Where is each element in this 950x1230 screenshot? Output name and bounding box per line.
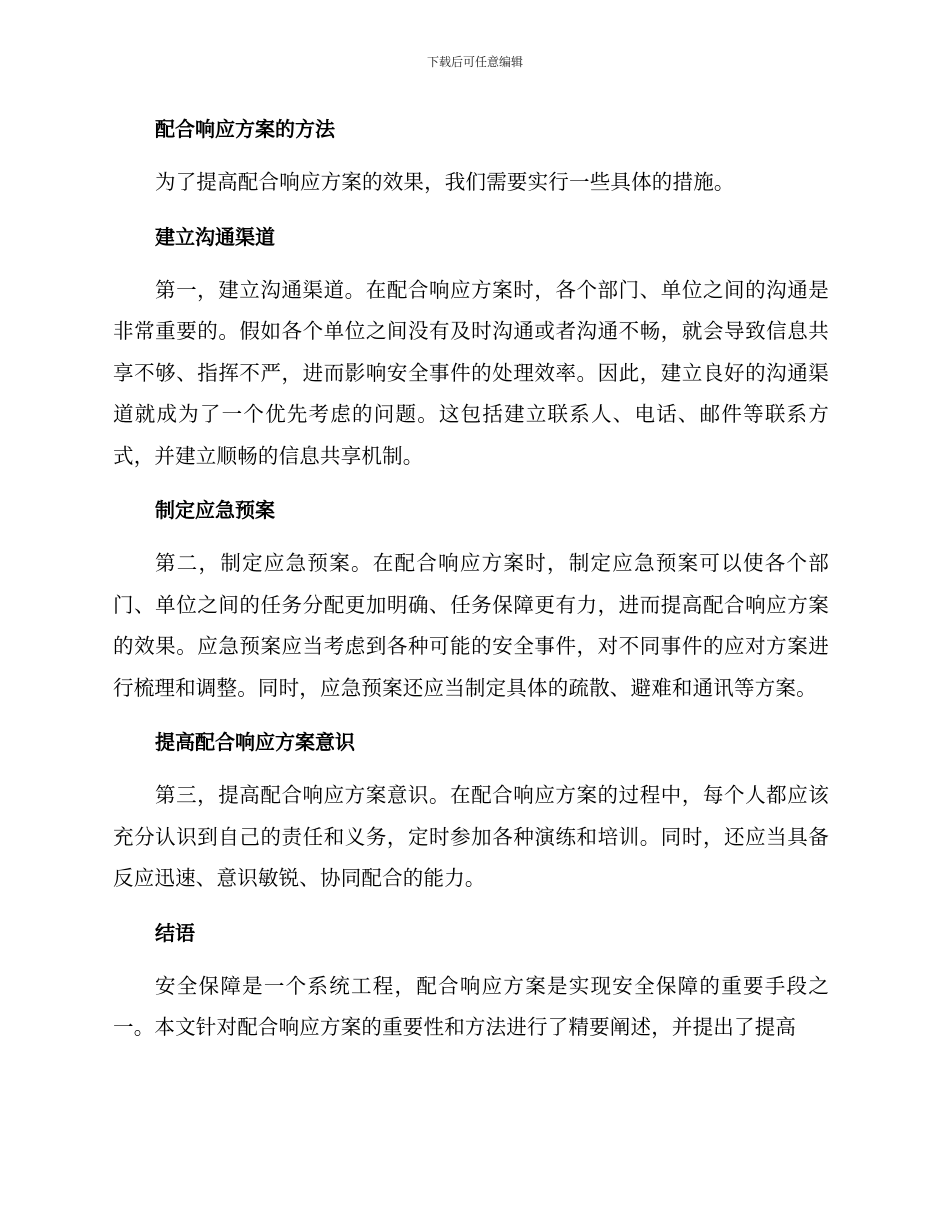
section-heading-methods: 配合响应方案的方法 [155,117,335,141]
section-heading-conclusion: 结语 [155,920,195,945]
section-heading-awareness: 提高配合响应方案意识 [155,730,355,754]
header-note: 下载后可任意编辑 [426,55,523,69]
section-paragraph-awareness: 第三，提高配合响应方案意识。在配合响应方案的过程中，每个人都应该充分认识到自己的责任和义务，定时参加各种演练和培训。同时，还应当具备反应迅速、意识敏锐、协同配合的能力。 [113,783,829,890]
section-heading-communication: 建立沟通渠道 [155,224,275,249]
section-paragraph-communication: 第一，建立沟通渠道。在配合响应方案时，各个部门、单位之间的沟通是非常重要的。假如各个单位之间没有及时沟通或者沟通不畅，就会导致信息共享不够、指挥不严，进而影响安全事件的处理效率。因此，建立良好的沟通渠道就成为了一个优先考虑的问题。这包括建立联系人、电话、邮件等联系方式，并建立顺畅的信息共享机制。 [113,277,829,468]
document-body [113,108,829,1061]
section-paragraph-methods: 为了提高配合响应方案的效果，我们需要实行一些具体的措施。 [155,170,735,194]
section-heading-emergency-plan: 制定应急预案 [155,498,275,522]
section-paragraph-emergency-plan: 第二，制定应急预案。在配合响应方案时，制定应急预案可以使各个部门、单位之间的任务分配更加明确、任务保障更有力，进而提高配合响应方案的效果。应急预案应当考虑到各种可能的安全事件，对不同事件的应对方案进行梳理和调整。同时，应急预案还应当制定具体的疏散、避难和通讯等方案。 [113,551,829,700]
section-paragraph-conclusion: 安全保障是一个系统工程，配合响应方案是实现安全保障的重要手段之一。本文针对配合响应方案的重要性和方法进行了精要阐述，并提出了提高 [113,973,829,1039]
